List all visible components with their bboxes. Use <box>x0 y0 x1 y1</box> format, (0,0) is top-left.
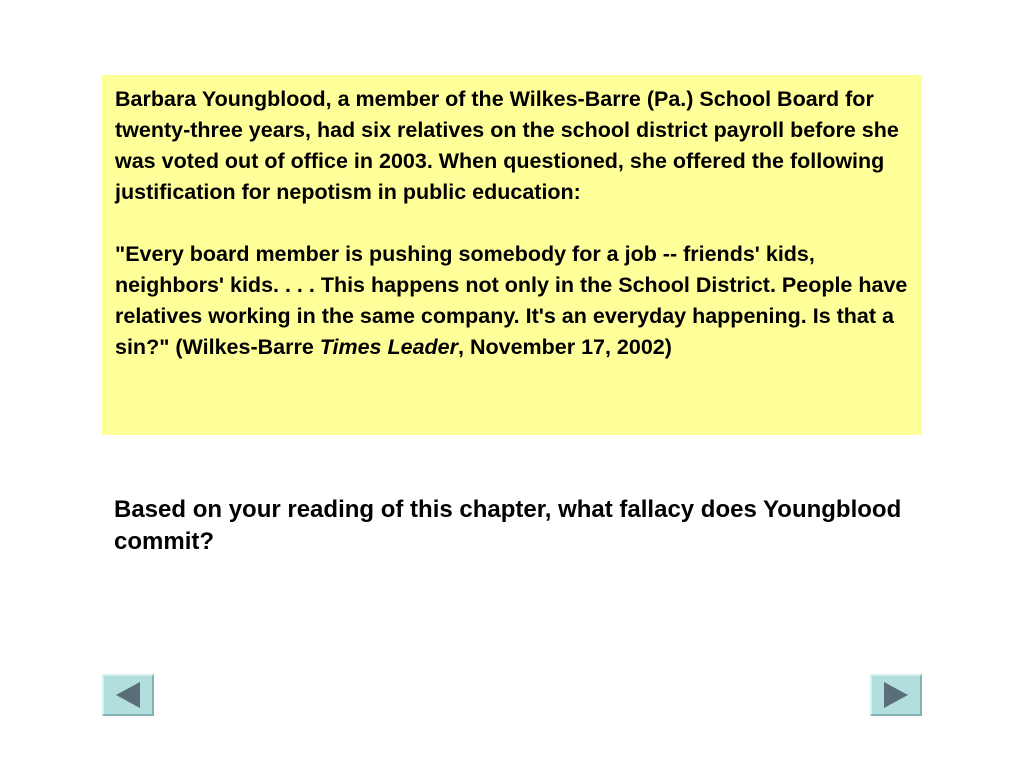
source-date: , November 17, 2002) <box>458 335 672 359</box>
next-button[interactable] <box>870 674 922 716</box>
left-triangle-icon <box>104 676 152 714</box>
paragraph-spacer <box>115 208 910 239</box>
right-triangle-icon <box>872 676 920 714</box>
intro-paragraph: Barbara Youngblood, a member of the Wilkes-Barre (Pa.) School Board for twenty-three years, had six relatives on the school district payroll before she was voted out of office in 2003. When questioned, she offered the following justification for nepotism in public education: <box>115 87 899 204</box>
question-text: Based on your reading of this chapter, what fallacy does Youngblood commit? <box>114 496 902 555</box>
quote-paragraph <box>115 239 910 363</box>
back-button[interactable] <box>102 674 154 716</box>
source-title: Times Leader <box>319 335 458 359</box>
quote-text: "Every board member is pushing somebody for a job -- friends' kids, neighbors' kids. . . . This happens not only in the School District. People have relatives working in the same company. It's an everyday happening. Is that a sin?" (Wilkes-Barre <box>115 242 908 359</box>
quote-box <box>102 75 922 435</box>
